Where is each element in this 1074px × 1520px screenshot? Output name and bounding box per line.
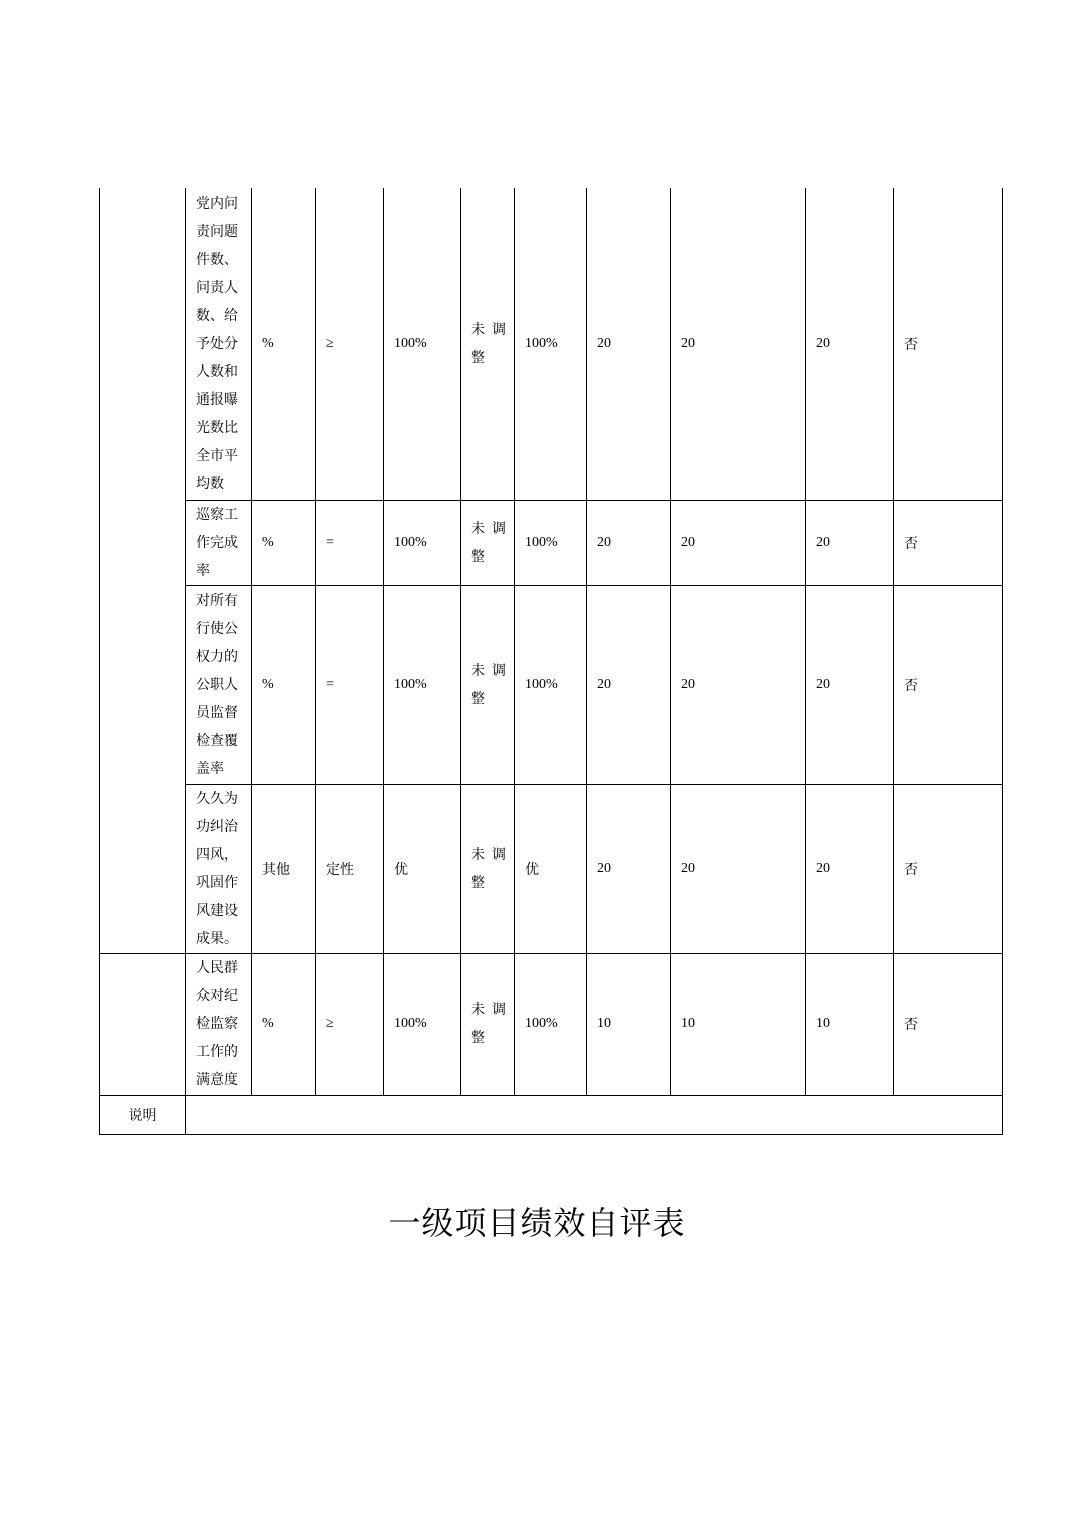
unit-cell: % (252, 500, 316, 585)
score-cell: 20 (806, 784, 894, 953)
score-cell: 10 (806, 953, 894, 1095)
actual-cell: 100% (515, 953, 587, 1095)
score-cell: 20 (671, 784, 806, 953)
table-row (100, 784, 1003, 953)
flag-cell: 否 (894, 585, 1003, 784)
symbol-cell: 定性 (316, 784, 384, 953)
adjust-cell: 未 调 整 (461, 500, 515, 585)
flag-cell: 否 (894, 500, 1003, 585)
score-cell: 20 (806, 585, 894, 784)
category-cell (100, 188, 186, 953)
note-value (186, 1095, 1003, 1134)
weight-cell: 20 (587, 784, 671, 953)
flag-cell: 否 (894, 188, 1003, 500)
table-row (100, 585, 1003, 784)
indicator-cell: 党内问责问题件数、问责人数、给予处分人数和通报曝光数比全市平均数 (186, 188, 252, 500)
indicator-cell: 巡察工作完成率 (186, 500, 252, 585)
adjust-cell: 未 调 整 (461, 188, 515, 500)
target-cell: 100% (384, 188, 461, 500)
note-row (100, 1095, 1003, 1134)
table-row (100, 188, 1003, 500)
score-cell: 20 (806, 188, 894, 500)
unit-cell: 其他 (252, 784, 316, 953)
adjust-cell: 未 调 整 (461, 784, 515, 953)
target-cell: 优 (384, 784, 461, 953)
category-cell (100, 953, 186, 1095)
target-cell: 100% (384, 585, 461, 784)
indicator-cell: 久久为功纠治四风，巩固作风建设成果。 (186, 784, 252, 953)
score-cell: 20 (671, 188, 806, 500)
table-row (100, 500, 1003, 585)
flag-cell: 否 (894, 953, 1003, 1095)
symbol-cell: = (316, 585, 384, 784)
weight-cell: 10 (587, 953, 671, 1095)
actual-cell: 100% (515, 585, 587, 784)
indicator-cell: 人民群众对纪检监察工作的满意度 (186, 953, 252, 1095)
flag-cell: 否 (894, 784, 1003, 953)
score-cell: 20 (806, 500, 894, 585)
unit-cell: % (252, 585, 316, 784)
score-cell: 20 (671, 500, 806, 585)
score-cell: 10 (671, 953, 806, 1095)
symbol-cell: ≥ (316, 188, 384, 500)
adjust-cell: 未 调 整 (461, 953, 515, 1095)
symbol-cell: ≥ (316, 953, 384, 1095)
note-label: 说明 (100, 1095, 186, 1134)
symbol-cell: = (316, 500, 384, 585)
actual-cell: 优 (515, 784, 587, 953)
adjust-cell: 未 调 整 (461, 585, 515, 784)
target-cell: 100% (384, 953, 461, 1095)
target-cell: 100% (384, 500, 461, 585)
actual-cell: 100% (515, 500, 587, 585)
document-title: 一级项目绩效自评表 (388, 1204, 686, 1242)
weight-cell: 20 (587, 500, 671, 585)
weight-cell: 20 (587, 585, 671, 784)
unit-cell: % (252, 188, 316, 500)
score-cell: 20 (671, 585, 806, 784)
unit-cell: % (252, 953, 316, 1095)
indicator-cell: 对所有行使公权力的公职人员监督检查覆盖率 (186, 585, 252, 784)
weight-cell: 20 (587, 188, 671, 500)
actual-cell: 100% (515, 188, 587, 500)
performance-table (99, 188, 1003, 1135)
table-row (100, 953, 1003, 1095)
